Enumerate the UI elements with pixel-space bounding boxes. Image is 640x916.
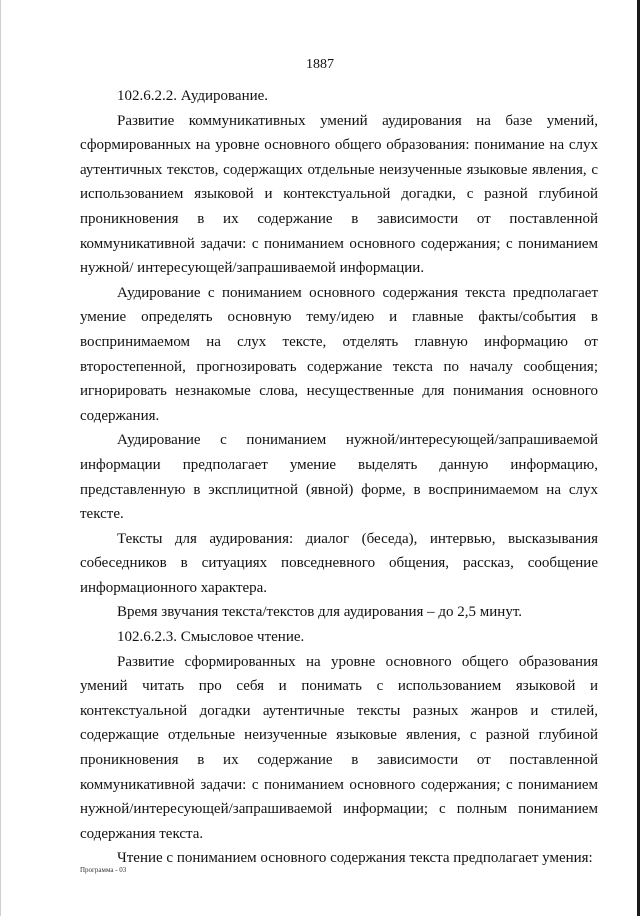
section-heading-listening: 102.6.2.2. Аудирование. [117, 88, 269, 104]
paragraph-listening-development: Развитие коммуникативных умений аудирования на базе умений, сформированных на уровне основного общего образования: понимание на слух аутентичных текстов, содержащих отдельные неизученные языковые явления, с использованием языковой и контекстуальной догадки, с разной глубиной проникновения в их содержание в зависимости от поставленной коммуникативной задачи: с пониманием основного содержания; с пониманием нужной/ интересующей/запрашиваемой информации. [80, 112, 598, 277]
paragraph-listening-duration: Время звучания текста/текстов для аудирования – до 2,5 минут. [117, 604, 523, 621]
section-heading-reading: 102.6.2.3. Смысловое чтение. [117, 629, 305, 646]
paragraph-reading-main-content: Чтение с пониманием основного содержания текста предполагает умения: [117, 850, 593, 867]
page-body [80, 84, 598, 871]
paragraph-listening-specific-info: Аудирование с пониманием нужной/интересующей/запрашиваемой информации предполагает умение выделять данную информацию, представленную в эксплицитной (явной) форме, в воспринимаемом на слух тексте. [80, 432, 598, 523]
footer-label: Программа - 03 [80, 866, 127, 874]
paragraph-listening-main-content: Аудирование с пониманием основного содержания текста предполагает умение определять основную тему/идею и главные факты/события в воспринимаемом на слух тексте, отделять главную информацию от второстепенной, прогнозировать содержание текста по началу сообщения; игнорировать незнакомые слова, несущественные для понимания основного содержания. [80, 284, 598, 424]
paragraph-listening-texts: Тексты для аудирования: диалог (беседа), интервью, высказывания собеседников в ситуациях повседневного общения, рассказ, сообщение информационного характера. [80, 530, 598, 596]
page-number: 1887 [306, 57, 334, 72]
scan-edge-left [0, 0, 1, 916]
paragraph-reading-development: Развитие сформированных на уровне основного общего образования умений читать про себя и понимать с использованием языковой и контекстуальной догадки аутентичные тексты разных жанров и стилей, содержащие отдельные неизученные языковые явления, с разной глубиной проникновения в их содержание в зависимости от поставленной коммуникативной задачи: с пониманием основного содержания; с пониманием нужной/интересующей/запрашиваемой информации; с полным пониманием содержания текста. [80, 653, 598, 842]
